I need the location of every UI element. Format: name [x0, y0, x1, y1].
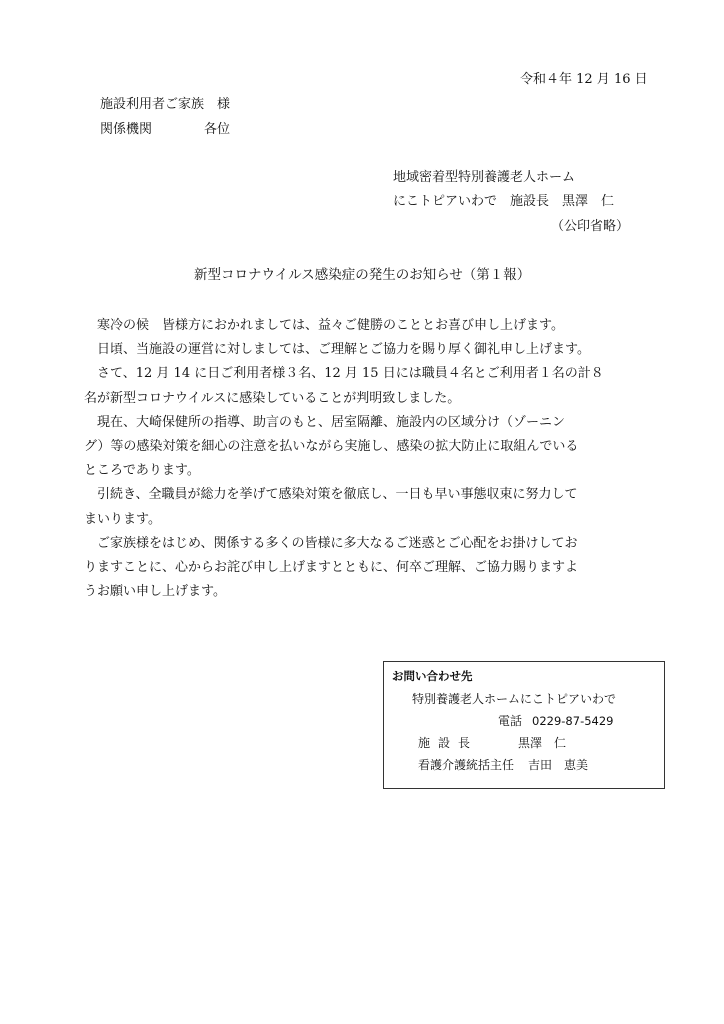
contact-phone-label: 電話	[498, 714, 523, 728]
contact-facility: 特別養護老人ホームにこトピアいわで	[412, 692, 617, 706]
contact-director-role: 施設長	[418, 736, 479, 750]
contact-nurse-row	[418, 757, 588, 774]
contact-director-row	[418, 735, 566, 752]
body-line: ところであります。	[84, 463, 200, 479]
document-body	[84, 314, 659, 604]
contact-phone-number: 0229-87-5429	[532, 714, 614, 728]
sender-director: にこトピアいわで 施設長 黒澤 仁	[393, 194, 615, 209]
contact-info-box	[383, 661, 665, 789]
body-line: 現在、大崎保健所の指導、助言のもと、居室隔離、施設内の区域分け（ゾーニン	[97, 414, 566, 430]
addressee-agencies	[100, 121, 230, 139]
addressee-honorific: 様	[217, 97, 231, 112]
contact-director-name: 黒澤 仁	[518, 736, 567, 750]
addressee-families	[100, 96, 230, 114]
body-line: ご家族様をはじめ、関係する多くの皆様に多大なるご迷惑とご心配をお掛けしてお	[97, 535, 578, 551]
body-line: 引続き、全職員が総力を挙げて感染対策を徹底し、一日も早い事態収束に努力して	[97, 487, 578, 503]
document-title: 新型コロナウイルス感染症の発生のお知らせ（第１報）	[194, 267, 531, 283]
addressee-name: 関係機関	[100, 122, 153, 137]
body-line: 名が新型コロナウイルスに感染していることが判明致しました。	[84, 390, 461, 406]
body-line: グ）等の感染対策を細心の注意を払いながら実施し、感染の拡大防止に取組んでいる	[84, 439, 579, 455]
seal-omitted-note: （公印省略）	[551, 219, 630, 234]
body-line: りますことに、心からお詫び申し上げますとともに、何卒ご理解、ご協力賜りますよ	[84, 560, 579, 576]
addressee-honorific: 各位	[204, 122, 231, 137]
body-line: うお願い申し上げます。	[84, 584, 226, 600]
contact-nurse-name: 吉田 恵美	[528, 758, 589, 772]
contact-phone-row	[498, 713, 613, 730]
body-line: さて、12 月 14 に日ご利用者様３名、12 月 15 日には職員４名とご利用者１名の計８	[97, 366, 604, 382]
contact-nurse-role: 看護介護統括主任	[418, 758, 515, 772]
addressee-name: 施設利用者ご家族	[100, 97, 205, 112]
body-line: 寒冷の候 皆様方におかれましては、益々ご健勝のこととお喜び申し上げます。	[97, 318, 564, 333]
sender-organization: 地域密着型特別養護老人ホーム	[393, 170, 576, 185]
body-line: まいります。	[84, 511, 161, 527]
document-date: 令和４年 12 月 16 日	[520, 72, 648, 87]
contact-heading: お問い合わせ先	[392, 669, 473, 683]
body-line: 日頃、当施設の運営に対しましては、ご理解とご協力を賜り厚く御礼申し上げます。	[97, 342, 590, 358]
